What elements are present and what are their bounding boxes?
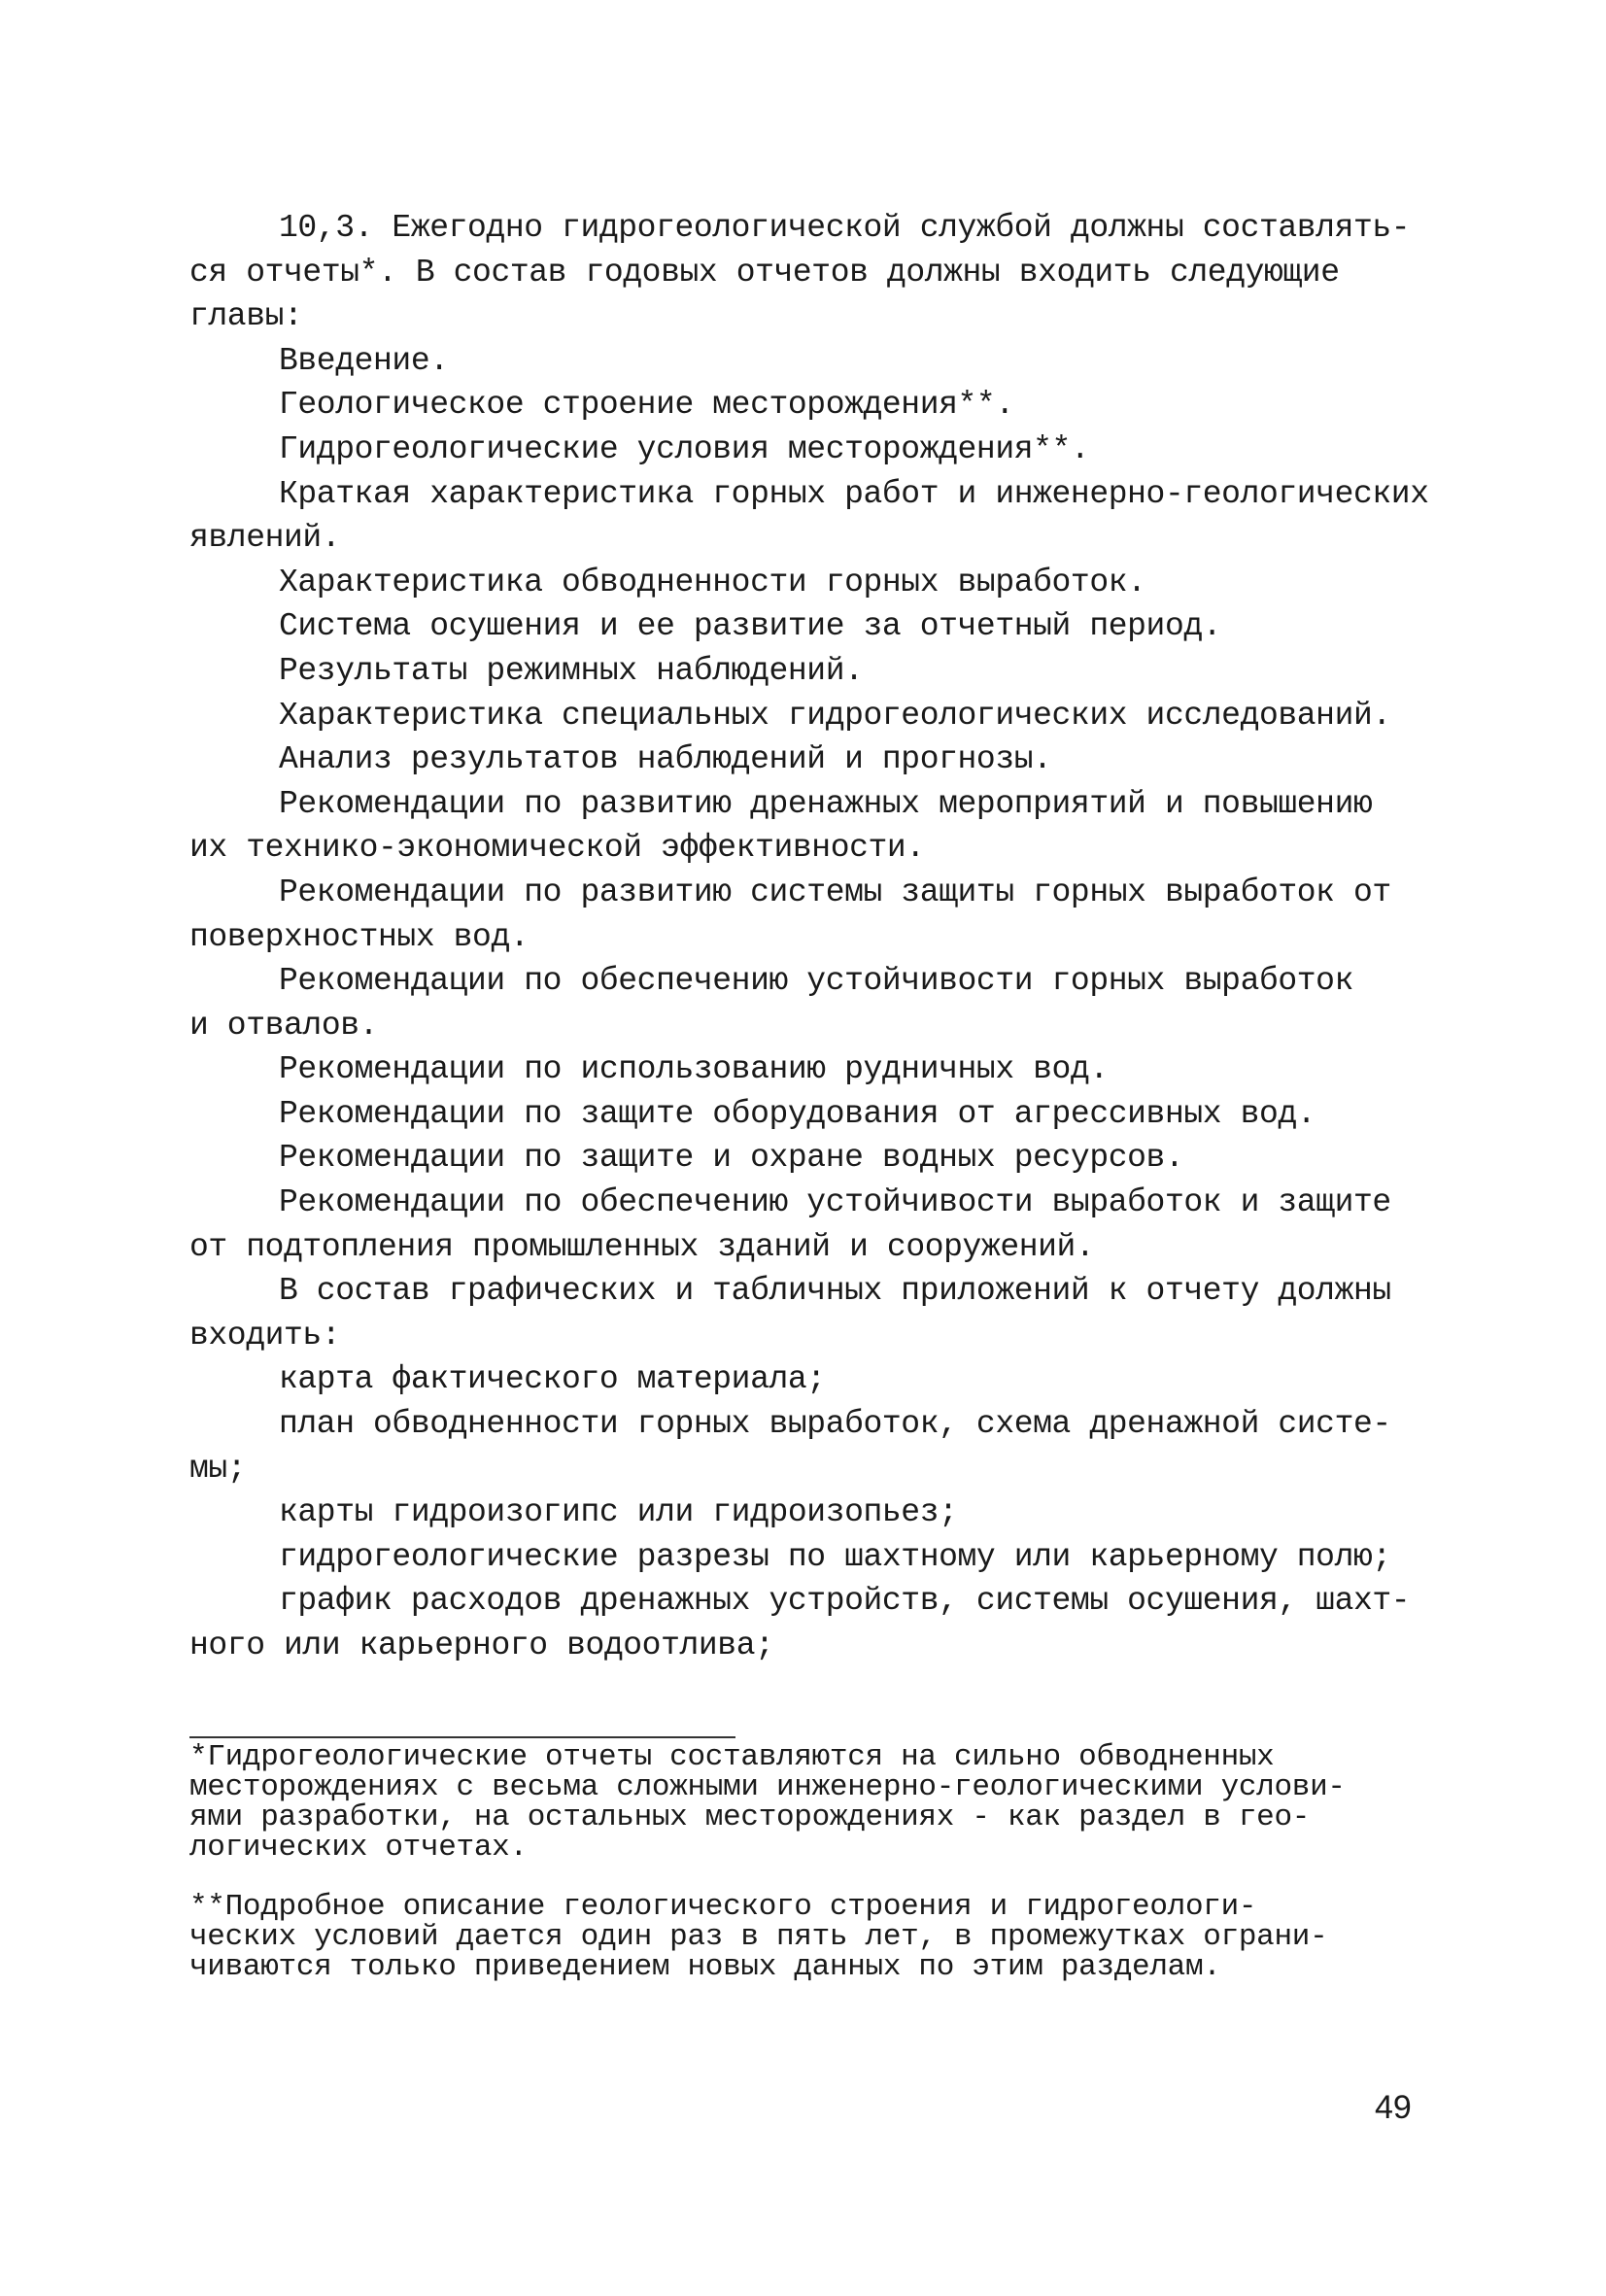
text-line: Рекомендации по защите и охране водных ресурсов. xyxy=(279,1140,1184,1177)
text-line: Характеристика специальных гидрогеологических исследований. xyxy=(279,697,1391,734)
text-line: Рекомендации по обеспечению устойчивости горных выработок xyxy=(279,963,1353,1000)
text-line: и отвалов. xyxy=(189,1007,379,1044)
text-line: карта фактического материала; xyxy=(279,1361,826,1398)
text-line: Рекомендации по развитию дренажных мероприятий и повышению xyxy=(279,785,1373,822)
text-line: карты гидроизогипс или гидроизопьез; xyxy=(279,1494,958,1531)
text-line: гидрогеологические разрезы по шахтному или карьерному полю; xyxy=(279,1538,1391,1575)
page-number: 49 xyxy=(1375,2089,1412,2126)
text-line: Результаты режимных наблюдений. xyxy=(279,652,864,689)
text-line: Гидрогеологические условия месторождения**. xyxy=(279,430,1090,467)
text-line: ся отчеты*. В состав годовых отчетов должны входить следующие xyxy=(189,254,1340,291)
footnote xyxy=(189,1742,1423,1863)
text-line: входить: xyxy=(189,1317,341,1354)
text-line: Рекомендации по обеспечению устойчивости выработок и защите xyxy=(279,1184,1391,1221)
text-line: В состав графических и табличных приложений к отчету должны xyxy=(279,1273,1391,1310)
footnote-line: месторождениях с весьма сложными инженерно-геологическими услови- xyxy=(189,1770,1346,1804)
text-line: Рекомендации по использованию рудничных вод. xyxy=(279,1051,1109,1088)
text-line: Характеристика обводненности горных выработок. xyxy=(279,564,1146,600)
text-line: Система осушения и ее развитие за отчетный период. xyxy=(279,608,1222,645)
text-line: 10,3. Ежегодно гидрогеологической службой должны составлять- xyxy=(279,210,1411,246)
text-line: главы: xyxy=(189,298,303,335)
text-line: Анализ результатов наблюдений и прогнозы. xyxy=(279,741,1052,778)
footnote-gap xyxy=(189,1863,1423,1892)
text-line: поверхностных вод. xyxy=(189,918,530,955)
text-line: Рекомендации по защите оборудования от агрессивных вод. xyxy=(279,1095,1316,1132)
text-line: ного или карьерного водоотлива; xyxy=(189,1628,774,1663)
footnote xyxy=(189,1892,1423,1982)
text-line: их технико-экономической эффективности. xyxy=(189,830,925,867)
footnote-line: **Подробное описание геологического строения и гидрогеологи- xyxy=(189,1890,1257,1924)
text-line: мы; xyxy=(189,1450,247,1487)
text-line: план обводненности горных выработок, схема дренажной систе- xyxy=(279,1406,1391,1443)
footnote-separator xyxy=(189,1736,735,1738)
footnote-line: чиваются только приведением новых данных по этим разделам. xyxy=(189,1950,1221,1984)
footnote-line: ческих условий дается один раз в пять лет, в промежутках ограни- xyxy=(189,1920,1328,1954)
footnote-line: логических отчетах. xyxy=(189,1831,528,1865)
text-line: Геологическое строение месторождения**. xyxy=(279,387,1014,424)
text-line: Введение. xyxy=(279,342,449,379)
text-line: от подтопления промышленных зданий и сооружений. xyxy=(189,1228,1095,1265)
text-line: график расходов дренажных устройств, системы осушения, шахт- xyxy=(279,1583,1411,1620)
footnote-line: ями разработки, на остальных месторождениях - как раздел в гео- xyxy=(189,1800,1311,1834)
main-text xyxy=(189,206,1429,1668)
footnotes xyxy=(189,1742,1423,1982)
footnote-line: *Гидрогеологические отчеты составляются на сильно обводненных xyxy=(189,1740,1275,1774)
text-line: Краткая характеристика горных работ и инженерно-геологических xyxy=(279,475,1429,512)
text-line: Рекомендации по развитию системы защиты горных выработок от xyxy=(279,874,1391,910)
text-line: явлений. xyxy=(189,520,341,557)
